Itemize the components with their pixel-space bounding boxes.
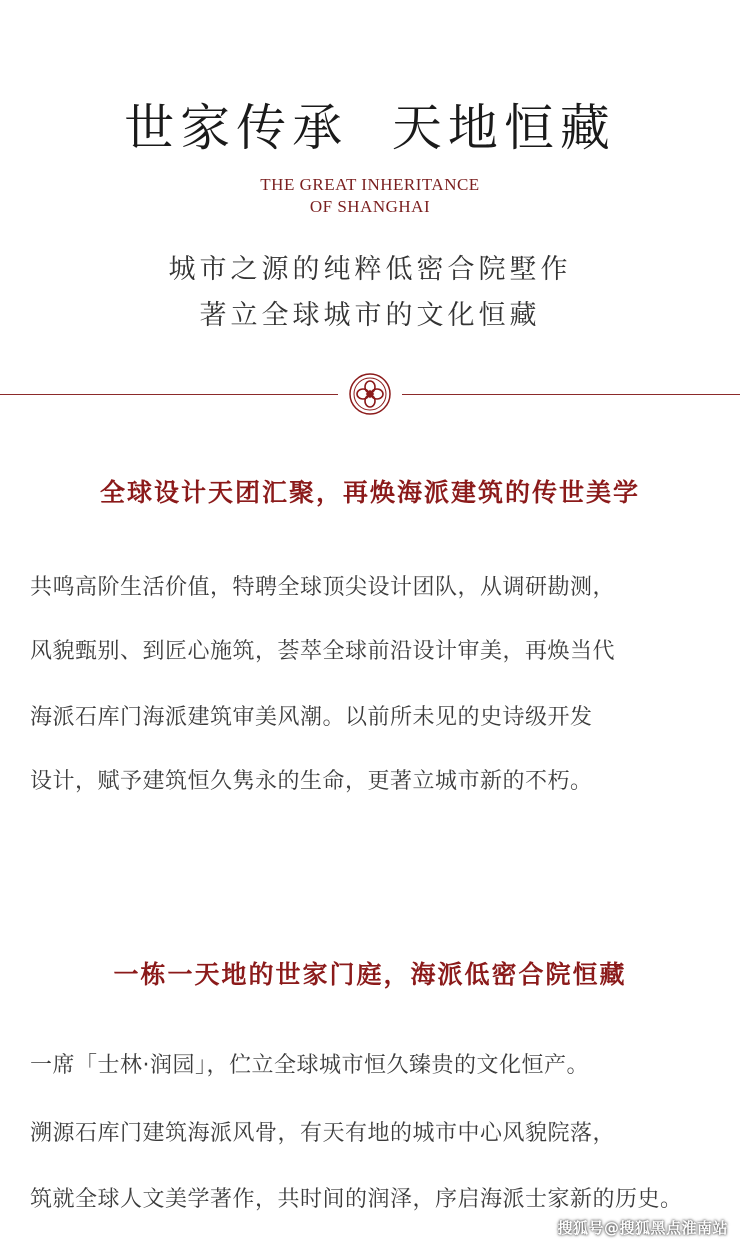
- paragraph-line: 共鸣高阶生活价值，特聘全球顶尖设计团队，从调研勘测，: [30, 575, 616, 600]
- paragraph-line: 风貌甄别、到匠心施筑，荟萃全球前沿设计审美，再焕当代: [30, 639, 616, 664]
- english-subtitle-line: OF SHANGHAI: [309, 197, 431, 216]
- paragraph-line: 海派石库门海派建筑审美风潮。以前所未见的史诗级开发: [30, 705, 593, 730]
- ornamental-knot-icon: [348, 372, 392, 416]
- tagline-line: 著立全球城市的文化恒藏: [199, 300, 541, 331]
- divider-right: [402, 394, 740, 395]
- paragraph-line: 一席「士林·润园」，伫立全球城市恒久臻贵的文化恒产。: [30, 1053, 589, 1078]
- paragraph-line: 筑就全球人文美学著作，共时间的润泽，序启海派士家新的历史。: [30, 1187, 683, 1212]
- divider-left: [0, 394, 338, 395]
- section-heading: 全球设计天团汇聚，再焕海派建筑的传世美学: [99, 478, 640, 507]
- paragraph-line: 溯源石库门建筑海派风骨，有天有地的城市中心风貌院落，: [30, 1121, 616, 1146]
- source-watermark: 搜狐号@搜狐黑点淮南站: [557, 1219, 728, 1237]
- tagline-line: 城市之源的纯粹低密合院墅作: [168, 254, 572, 285]
- page-title: 世家传承 天地恒藏: [124, 99, 616, 157]
- section-heading: 一栋一天地的世家门庭，海派低密合院恒藏: [113, 960, 627, 989]
- english-subtitle-line: THE GREAT INHERITANCE: [260, 175, 480, 194]
- english-subtitle: [0, 174, 740, 218]
- paragraph-line: 设计，赋予建筑恒久隽永的生命，更著立城市新的不朽。: [30, 769, 593, 794]
